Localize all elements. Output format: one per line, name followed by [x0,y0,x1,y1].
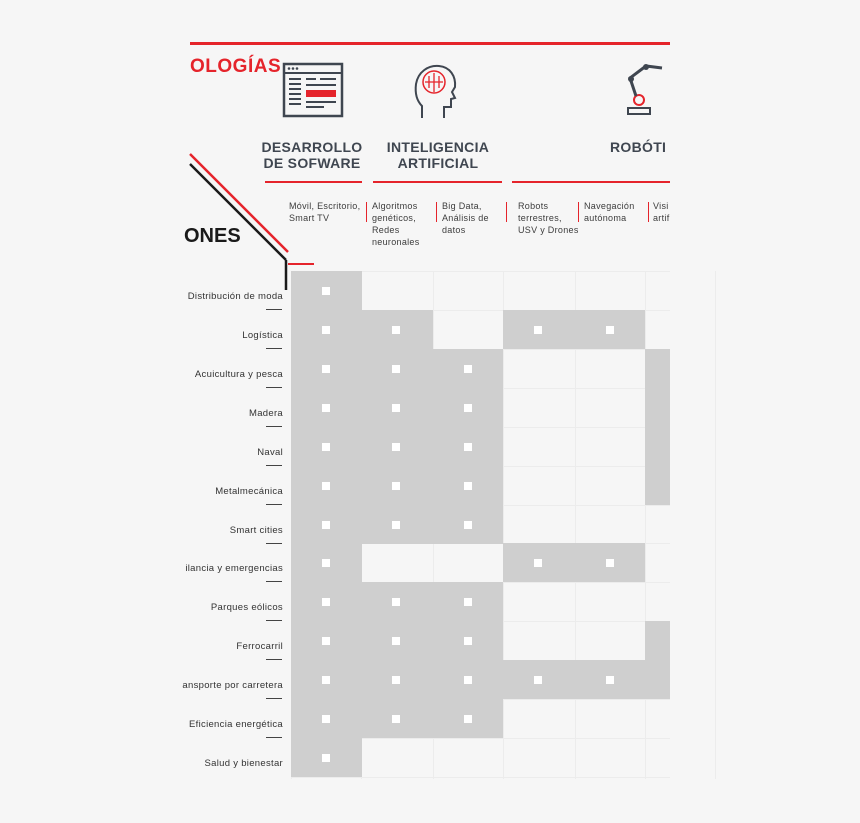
sub-line: datos [442,225,466,235]
row-label: Naval [257,447,283,458]
row-label: Distribución de moda [187,291,283,302]
brain-head-icon [412,62,458,120]
tech-title-line: INTELIGENCIA [386,139,490,155]
tech-underline [512,181,670,183]
row-label: Ferrocarril [236,641,283,652]
sub-line: Smart TV [289,213,330,223]
matrix-mark [392,404,400,412]
technology-matrix [182,0,670,823]
row-label: ansporte por carretera [182,680,283,691]
matrix-mark [392,637,400,645]
matrix-mark [322,404,330,412]
matrix-mark [392,598,400,606]
matrix-mark [392,521,400,529]
sub-line: Redes [372,225,400,235]
matrix-mark [534,326,542,334]
sub-line: autónoma [584,213,627,223]
subcolumn-header [653,200,683,224]
matrix-mark [606,676,614,684]
matrix-cell [645,427,670,466]
matrix-cell [645,466,670,505]
subcolumn-header [518,200,580,236]
row-separator [266,348,282,349]
matrix-mark [322,365,330,373]
matrix-mark [392,365,400,373]
sub-line: Big Data, [442,201,482,211]
tech-title-line: ARTIFICIAL [397,155,479,171]
matrix-mark [322,521,330,529]
matrix-mark [322,676,330,684]
row-label: Parques eólicos [210,602,283,613]
matrix-mark [464,521,472,529]
row-separator [266,504,282,505]
matrix-mark [322,326,330,334]
sub-line: artif [653,213,670,223]
row-label: Smart cities [229,525,283,536]
matrix-cell [645,388,670,427]
matrix-mark [392,715,400,723]
sub-line: terrestres, [518,213,562,223]
row-separator [266,698,282,699]
grid-line [645,271,646,779]
matrix-mark [464,637,472,645]
matrix-cell [645,660,670,699]
matrix-mark [322,443,330,451]
sub-line: Navegación [584,201,635,211]
row-label: Acuicultura y pesca [194,369,283,380]
row-separator [266,543,282,544]
grid-line [291,777,670,778]
grid-line [715,271,716,779]
subcolumn-divider [506,202,507,222]
row-separator [266,737,282,738]
tech-title-line: ROBÓTI [610,139,667,155]
subcolumn-divider [366,202,367,222]
matrix-mark [464,404,472,412]
section-subtitle: ONES [184,225,241,247]
matrix-mark [322,637,330,645]
subcolumn-header [584,200,640,224]
matrix-mark [392,326,400,334]
code-screen-icon [282,62,344,118]
subcolumn-divider [578,202,579,222]
subcolumn-header [372,200,434,248]
row-separator [266,581,282,582]
sub-line: Robots [518,201,549,211]
row-label: Madera [248,408,283,419]
row-separator [266,426,282,427]
matrix-mark [464,365,472,373]
corner-divider [190,160,320,272]
matrix-mark [534,676,542,684]
matrix-cell [645,621,670,660]
matrix-mark [392,443,400,451]
matrix-mark [606,559,614,567]
section-title: OLOGÍAS [190,56,282,77]
row-label: Logística [242,330,283,341]
sub-line: Algoritmos [372,201,418,211]
top-red-rule [190,42,670,45]
tech-title-robotics [610,139,690,155]
row-label: Salud y bienestar [204,758,283,769]
row-separator [266,620,282,621]
tech-title-ai [380,139,496,171]
matrix-mark [322,482,330,490]
sub-line: neuronales [372,237,420,247]
matrix-mark [322,287,330,295]
matrix-mark [606,326,614,334]
matrix-mark [392,676,400,684]
row-label: ilancia y emergencias [185,563,283,574]
subcolumn-divider [648,202,649,222]
matrix-mark [464,715,472,723]
matrix-mark [322,598,330,606]
sub-line: Visi [653,201,669,211]
matrix-mark [534,559,542,567]
sub-line: genéticos, [372,213,417,223]
row-separator [266,659,282,660]
matrix-mark [464,482,472,490]
sub-line: USV y Drones [518,225,579,235]
row-label: Metalmecánica [215,486,283,497]
sub-line: Móvil, Escritorio, [289,201,361,211]
matrix-mark [322,559,330,567]
matrix-mark [464,598,472,606]
subcolumn-divider [436,202,437,222]
sub-line: Análisis de [442,213,489,223]
matrix-cell [645,349,670,388]
matrix-mark [322,754,330,762]
row-separator [266,309,282,310]
row-separator [266,387,282,388]
matrix-mark [392,482,400,490]
tech-underline [373,181,502,183]
tech-title-line: DESARROLLO [261,139,363,155]
matrix-mark [322,715,330,723]
matrix-mark [464,676,472,684]
matrix-mark [464,443,472,451]
row-separator [266,465,282,466]
row-label: Eficiencia energética [189,719,283,730]
subcolumn-header [442,200,504,236]
tech-title-line: DE SOFWARE [263,155,361,171]
robot-arm-icon [622,60,670,118]
